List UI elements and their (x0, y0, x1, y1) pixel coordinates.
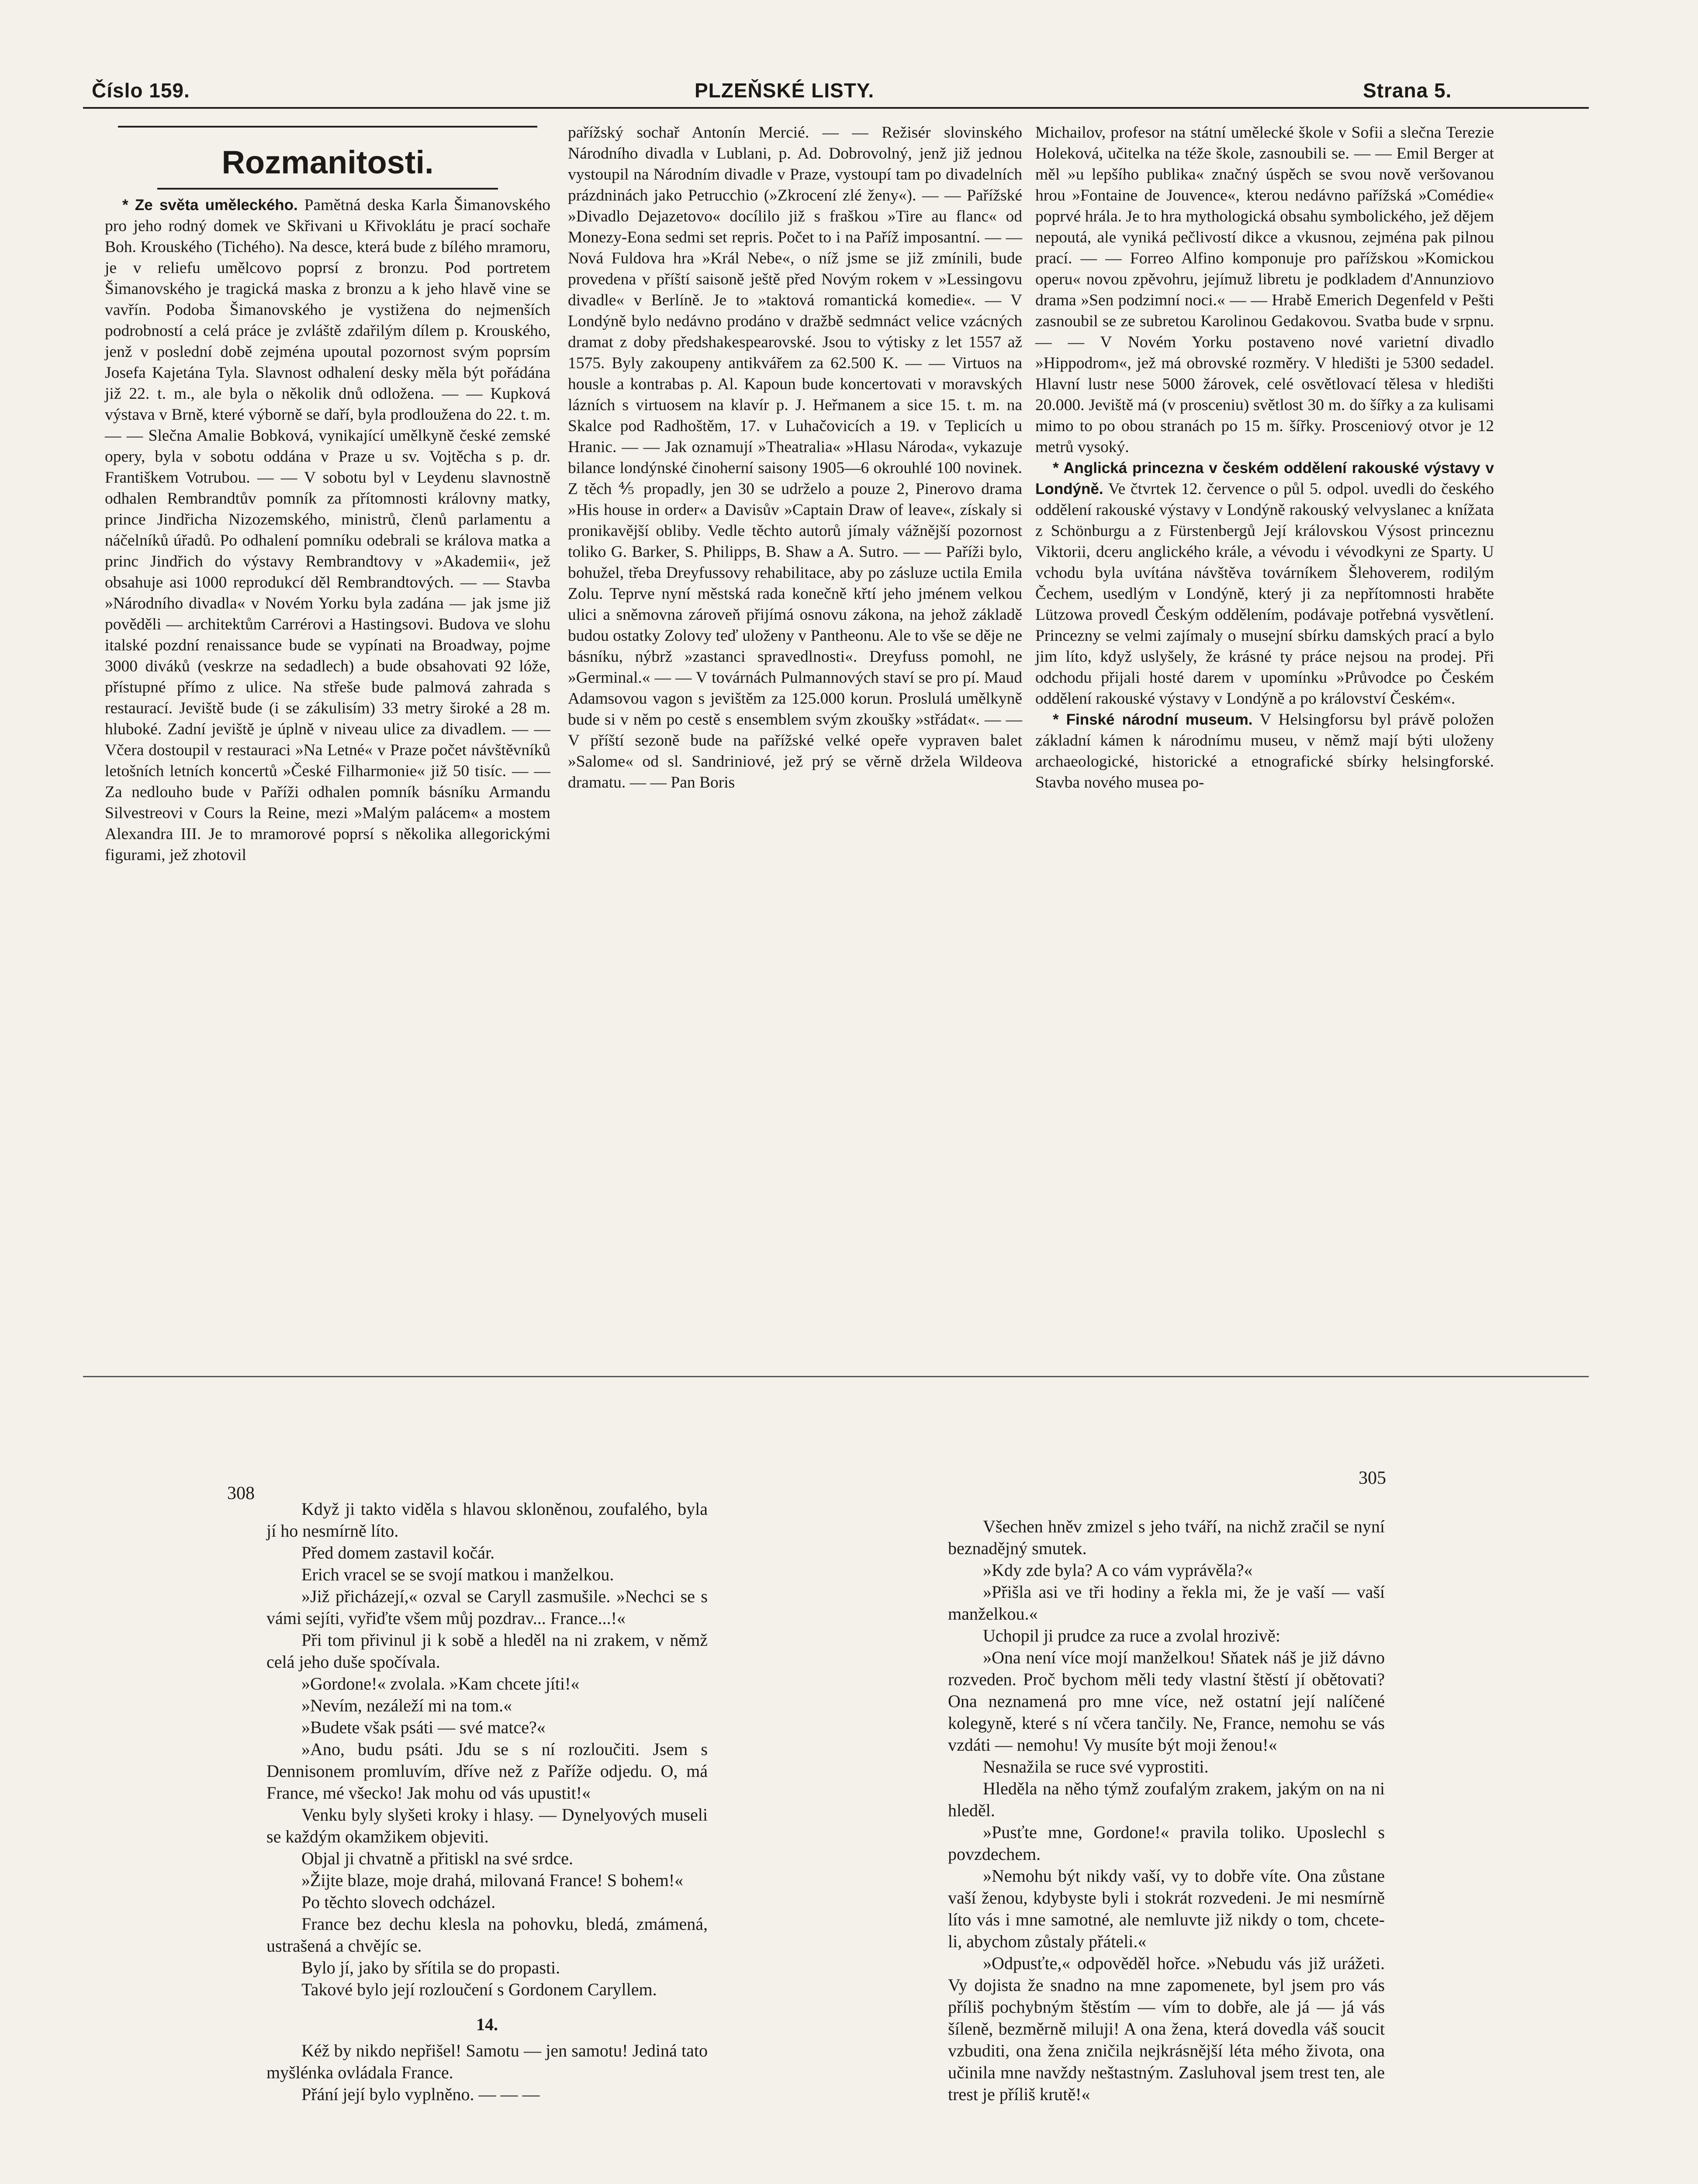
column-3-body-a: Michailov, profesor na státní umělecké škole v Sofii a slečna Terezie Holeková, učitelka na téže škole, zasnoubili se. — — Emil Berger at měl »u lepšího publika« značný úspěch se svou nově veršovanou hrou »Fontaine de Jouvence«, kterou nedávno pařížská »Comédie« poprvé hrála. Je to hra mythologická obsahu symbolického, jež dějem nepoutá, ale vyniká pečlivostí dikce a vkusnou, zejména pak pilnou prací. — — Forreo Alfino komponuje pro pařížskou »Komickou operu« novou zpěvohru, jejímuž libretu je podkladem d'Annunziovo drama »Sen podzimní noci.« — — Hrabě Emerich Degenfeld v Pešti zasnoubil se ze subretou Karolinou Gedakovou. Svatba bude v srpnu. — — V Novém Yorku postaveno nové varietní divadlo »Hippodrom«, jež má obrovské rozměry. V hledišti je 5300 sedadel. Hlavní lustr nese 5000 žárovek, celé osvětlovací tělesa v hledišti 20.000. Jeviště má (v prosceniu) světlost 30 m. do šířky a za kulisami mimo to po obou stranách po 15 m. šířky. Prosceniový otvor je 12 metrů vysoký. (1035, 124, 1494, 456)
chapter-number: 14. (476, 2015, 498, 2034)
novel-paragraph: »Budete však psáti — své matce?« (301, 1717, 546, 1737)
novel-paragraph: Objal ji chvatně a přitiskl na své srdce. (301, 1849, 574, 1868)
novel-paragraph: »Odpusťte,« odpověděl hořce. »Nebudu vás již urážeti. Vy dojista že snadno na mne zapomenete, byl jsem pro vás příliš pochybným štěstím — vím to dobře, ale já — já vás šíleně, bezměrně miluji! A ona žena, která dovedla váš soucit vzbuditi, ona žena zničila nejkrásnější léta mého života, ona učinila mne navždy neštastným. Zasluhoval jsem trest ten, ale trest je příliš krutě!« (948, 1953, 1385, 2104)
column-2-body: pařížský sochař Antonín Mercié. — — Režisér slovinského Národního divadla v Lublani, p. Ad. Dobrovolný, jenž již jednou vystoupil na Národním divadle v Praze, vystoupí tam po divadelních prázdninách jako Petrucchio (»Zkrocení zlé ženy«). — — Pařížské »Divadlo Dejazetovo« docílilo již s fraškou »Tire au flanc« od Monezy-Eona sedmi set repris. Počet to i na Paříž imposantní. — — Nová Fuldova hra »Král Nebe«, o níž jsme se již zmínili, bude provedena v příští saisoně ještě před Novým rokem v »Lessingovu divadle« v Berlíně. Je to »taktová romantická komedie«. — V Londýně bylo nedávno prodáno v dražbě sedmnáct velice vzácných dramat z doby předshakespearovské. Jsou to výtisky z let 1557 až 1575. Byly zakoupeny antikvářem za 62.500 K. — — Virtuos na housle a kontrabas p. Al. Kapoun bude koncertovati v moravských lázních s virtuosem na klavír p. J. Heřmanem a sice 15. t. m. na Skalce pod Radhoštěm, 17. v Luhačovicích a 19. v Teplicích u Hranic. — — Jak oznamují »Theatralia« »Hlasu Národa«, vykazuje bilance londýnské činoherní saisony 1905—6 okrouhlé 100 novinek. Z těch ⅘ propadly, jen 30 se udrželo a pouze 2, Pinerovo drama »His house in order« a Davisův »Captain Draw of leave«, získaly si pronikavější obliby. Vedle těchto autorů jímaly vážnější pozornost toliko G. Barker, S. Philipps, B. Shaw a A. Sutro. — — Paříži bylo, bohužel, třeba Dreyfussovy rehabilitace, aby po zásluze uctila Emila Zolu. Teprve nyní městská rada konečně křtí jeho jménem velkou ulici a sněmovna zároveň přijímá osnovu zákona, na jehož základě budou ostatky Zolovy teď uloženy v Pantheonu. Ale to vše se děje ne básníku, nýbrž »zastanci spravedlnosti«. Dreyfuss pomohl, ne »Germinal.« — — V továrnách Pulmannových staví se pro pí. Maud Adamsovou vagon s jevištěm za 125.000 korun. Proslulá umělkyně bude si v něm po cestě s ensemblem svým zkoušky »střádat«. — — V příští sezoně bude na pařížské velké opeře vypraven balet »Salome« od sl. Sandriniové, jež prý se věrně držela Wildeova dramatu. — — Pan Boris (568, 124, 1022, 791)
subheading-princess: * Anglická princezna v českém oddělení rakouské výstavy v Londýně. (1035, 460, 1494, 498)
novel-paragraph: »Pusťte mne, Gordone!« pravila toliko. Uposlechl s povzdechem. (948, 1822, 1385, 1864)
header-rule (83, 107, 1589, 109)
novel-paragraph: »Žijte blaze, moje drahá, milovaná France! S bohem!« (301, 1870, 684, 1890)
column-1 (105, 122, 550, 866)
subheading-museum: * Finské národní museum. (1053, 711, 1253, 728)
novel-paragraph: Uchopil ji prudce za ruce a zvolal hrozivě: (983, 1626, 1280, 1645)
title-rule-top (118, 126, 537, 128)
novel-paragraph: »Kdy zde byla? A co vám vyprávěla?« (983, 1560, 1253, 1580)
novel-paragraph: Bylo jí, jako by sřítila se do propasti. (301, 1958, 560, 1977)
novel-right-page (948, 1468, 1385, 2105)
novel-paragraph: Venku byly slyšeti kroky i hlasy. — Dynelyových museli se každým okamžikem objeviti. (266, 1805, 708, 1846)
novel-paragraph: »Přišla asi ve tři hodiny a řekla mi, že je vaší — vaší manželkou.« (948, 1582, 1385, 1624)
novel-paragraph: »Ano, budu psáti. Jdu se s ní rozloučiti. Jsem s Dennisonem promluvím, dříve než z Paříže odjedu. O, má France, mé všecko! Jak mohu od vás upustit!« (266, 1739, 708, 1803)
novel-paragraph: France bez dechu klesla na pohovku, bledá, zmámená, ustrašená a chvějíc se. (266, 1914, 708, 1956)
novel-paragraph: Při tom přivinul ji k sobě a hleděl na ni zrakem, v němž celá jeho duše spočívala. (266, 1630, 708, 1672)
page-number: Strana 5. (1363, 79, 1452, 102)
column-3-body-c: V Helsingforsu byl právě položen základní kámen k národnímu museu, v němž mají býti uloženy archaeologické, historické a etnografické sbírky helsingforské. Stavba nového musea po- (1035, 711, 1494, 791)
novel-paragraph: Přání její bylo vyplněno. — — — (301, 2084, 540, 2104)
novel-paragraph: Před domem zastavil kočár. (301, 1543, 495, 1562)
novel-paragraph: Kéž by nikdo nepřišel! Samotu — jen samotu! Jediná tato myšlénka ovládala France. (266, 2041, 708, 2082)
novel-paragraph: »Gordone!« zvolala. »Kam chcete jíti!« (301, 1674, 580, 1693)
novel-paragraph: Když ji takto viděla s hlavou skloněnou, zoufalého, byla jí ho nesmírně líto. (266, 1499, 708, 1541)
novel-right-page-number: 305 (1359, 1468, 1386, 1488)
newspaper-title: PLZEŇSKÉ LISTY. (695, 79, 875, 102)
novel-paragraph: »Již přicházejí,« ozval se Caryll zasmušile. »Nechci se s vámi sejíti, vyřiďte všem můj pozdrav... France...!« (266, 1586, 708, 1628)
novel-paragraph: »Nevím, nezáleží mi na tom.« (301, 1696, 512, 1715)
title-rule-bottom (157, 188, 498, 190)
column-1-text (105, 195, 550, 866)
section-title: Rozmanitosti. (221, 144, 434, 180)
section-divider (83, 1376, 1589, 1377)
novel-left-page-number: 308 (227, 1483, 255, 1503)
novel-paragraph: Erich vracel se se svojí matkou i manželkou. (301, 1565, 614, 1584)
novel-paragraph: Nesnažila se ruce své vyprostiti. (983, 1757, 1209, 1776)
novel-paragraph: Po těchto slovech odcházel. (301, 1892, 496, 1912)
subheading-art: * Ze světa uměleckého. (122, 197, 298, 214)
column-3-body-b: Ve čtvrtek 12. července o půl 5. odpol. uvedli do českého oddělení rakouské výstavy v Londýně rakouský velvyslanec a knížata z Schönburgu a z Fürstenbergů Její královskou Výsost princeznu Viktorii, dceru anglického krále, a vévodu i vévodkyni ze Sparty. U vchodu byla uvítána návštěva továrníkem Šlehoverem, rodilým Čechem, usedlým v Londýně, který ji za nepřítomnosti hraběte Lützowa provedl Českým oddělením, podávaje potřebná vysvětlení. Princezny se velmi zajímaly o musejní sbírku damských prací a bylo jim líto, když uslyšely, že krásné ty práce nejsou na prodej. Při odchodu přijali hosté darem v upomínku »Průvodce po Českém oddělení rakouské výstavy v Londýně a po království Českém«. (1035, 480, 1494, 708)
novel-paragraph: Takové bylo její rozloučení s Gordonem Caryllem. (301, 1980, 657, 1999)
column-2 (568, 122, 1022, 793)
novel-paragraph: »Ona není více mojí manželkou! Sňatek náš je již dávno rozveden. Proč bychom měli tedy vlastní štěstí jí obětovati? Ona neznamená pro mne více, než ostatní její nalíčené kolegyně, které s ní včera tančily. Ne, France, nemohu se vás vzdáti — nemohu! Vy musíte být moji ženou!« (948, 1648, 1385, 1755)
novel-paragraph: Hleděla na něho týmž zoufalým zrakem, jakým on na ni hleděl. (948, 1779, 1385, 1820)
issue-number: Číslo 159. (92, 79, 190, 102)
column-3-para-3 (1035, 709, 1494, 793)
novel-paragraph: »Nemohu být nikdy vaší, vy to dobře víte. Ona zůstane vaší ženou, kdybyste byli i stokrát rozvedeni. Je mi nesmírně líto vás i mne samotné, ale nemluvte již nikdy o tom, chcete-li, abychom zůstaly přáteli.« (948, 1866, 1385, 1951)
column-3 (1035, 122, 1494, 793)
column-1-body: Pamětná deska Karla Šimanovského pro jeho rodný domek ve Skřivani u Křivoklátu je prací sochaře Boh. Krouského (Tichého). Na desce, která bude z bílého mramoru, je v reliefu umělcovo poprsí z bronzu. Pod portretem Šimanovského je tragická maska z bronzu a k jeho hlavě vine se vavřín. Podoba Šimanovského je vystižena do nejmenších podrobností a celá práce je zvláště zdařilým dílem p. Krouského, jenž v poslední době zejména upoutal pozornost svým poprsím Josefa Kajetána Tyla. Slavnost odhalení desky měla být pořádána již 22. t. m., ale byla o několik dnů odložena. — — Kupková výstava v Brně, které výborně se daří, byla prodloužena do 22. t. m. — — Slečna Amalie Bobková, vynikající umělkyně české zemské opery, byla v sobotu oddána v Praze u sv. Vojtěcha s p. dr. Františkem Votrubou. — — V sobotu byl v Leydenu slavnostně odhalen Rembrandtův pomník za přítomnosti královny matky, prince Jindřicha Nizozemského, ministrů, členů parlamentu a náčelníků úřadů. Po odhalení pomníku odebrali se králova matka a princ Jindřich do výstavy Rembrandtovy v »Akademii«, jež obsahuje asi 1000 reprodukcí děl Rembrandtových. — — Stavba »Národního divadla« v Novém Yorku byla zadána — jak jsme již pověděli — architektům Carrérovi a Hastingsovi. Budova ve slohu italské pozdní renaissance bude se vypínati na Broadway, pojme 3000 diváků (veskrze na sedadlech) a bude obsahovati 92 lóže, přístupné přímo z ulice. Na střeše bude palmová zahrada s restaurací. Jeviště bude (i se zákulisím) 33 metry široké a 28 m. hluboké. Zadní jeviště je úplně v niveau ulice za divadlem. — — Včera dostoupil v restauraci »Na Letné« v Praze počet návštěvníků letošních letních koncertů »České Filharmonie« již 50 tisíc. — — Za nedlouho bude v Paříži odhalen pomník básníku Armandu Silvestreovi v Cours la Reine, mezi »Malým palácem« a mostem Alexandra III. Je to mramorové poprsí s několika allegorickými figurami, jež zhotovil (105, 196, 550, 864)
novel-paragraph: Všechen hněv zmizel s jeho tváří, na nichž zračil se nyní beznadějný smutek. (948, 1517, 1385, 1558)
novel-left-page (266, 1468, 708, 2105)
column-3-para-2 (1035, 458, 1494, 709)
